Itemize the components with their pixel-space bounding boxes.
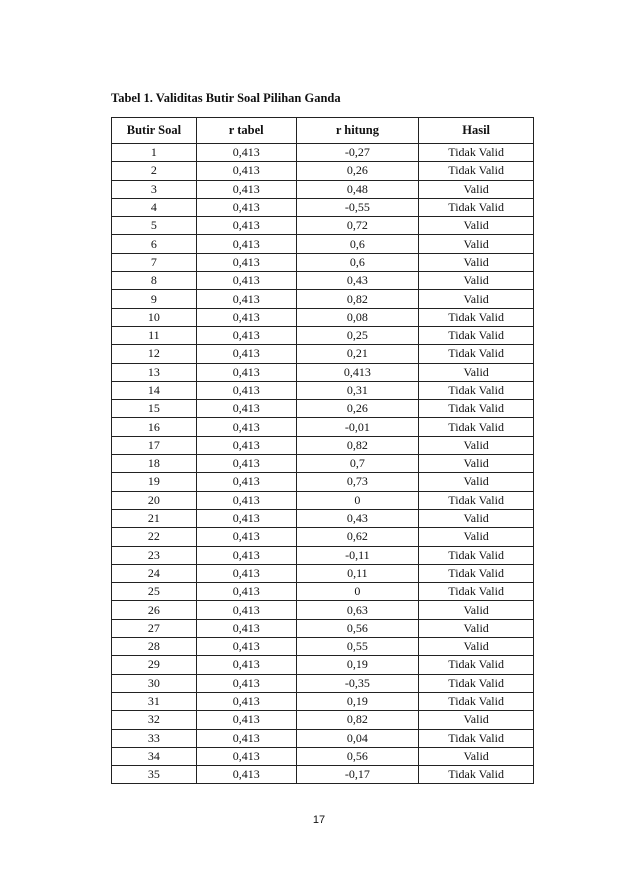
cell-r-hitung: 0,26 <box>296 400 419 418</box>
cell-hasil: Valid <box>419 290 534 308</box>
cell-r-hitung: 0,19 <box>296 656 419 674</box>
cell-r-hitung: 0,21 <box>296 345 419 363</box>
cell-r-tabel: 0,413 <box>196 564 296 582</box>
cell-butir-soal: 15 <box>112 400 197 418</box>
cell-butir-soal: 1 <box>112 144 197 162</box>
table-row <box>112 674 534 692</box>
table-row <box>112 656 534 674</box>
cell-r-hitung: 0,26 <box>296 162 419 180</box>
cell-butir-soal: 7 <box>112 253 197 271</box>
cell-r-tabel: 0,413 <box>196 381 296 399</box>
cell-butir-soal: 17 <box>112 436 197 454</box>
cell-hasil: Tidak Valid <box>419 198 534 216</box>
cell-r-hitung: -0,35 <box>296 674 419 692</box>
cell-r-hitung: -0,55 <box>296 198 419 216</box>
cell-hasil: Valid <box>419 436 534 454</box>
table-row <box>112 491 534 509</box>
cell-r-tabel: 0,413 <box>196 491 296 509</box>
cell-r-hitung: 0,31 <box>296 381 419 399</box>
cell-butir-soal: 8 <box>112 272 197 290</box>
cell-butir-soal: 16 <box>112 418 197 436</box>
cell-hasil: Tidak Valid <box>419 400 534 418</box>
cell-butir-soal: 4 <box>112 198 197 216</box>
table-header-row <box>112 118 534 144</box>
table-row <box>112 455 534 473</box>
cell-r-hitung: 0 <box>296 491 419 509</box>
cell-hasil: Tidak Valid <box>419 583 534 601</box>
cell-r-tabel: 0,413 <box>196 638 296 656</box>
cell-r-hitung: -0,27 <box>296 144 419 162</box>
cell-r-hitung: 0,6 <box>296 253 419 271</box>
cell-r-tabel: 0,413 <box>196 674 296 692</box>
table-row <box>112 345 534 363</box>
cell-butir-soal: 11 <box>112 326 197 344</box>
cell-butir-soal: 29 <box>112 656 197 674</box>
cell-r-hitung: 0,82 <box>296 290 419 308</box>
cell-r-hitung: 0,63 <box>296 601 419 619</box>
cell-r-hitung: 0,73 <box>296 473 419 491</box>
table-row <box>112 180 534 198</box>
cell-r-hitung: 0,62 <box>296 528 419 546</box>
cell-butir-soal: 22 <box>112 528 197 546</box>
cell-r-tabel: 0,413 <box>196 436 296 454</box>
cell-butir-soal: 33 <box>112 729 197 747</box>
cell-butir-soal: 24 <box>112 564 197 582</box>
cell-r-tabel: 0,413 <box>196 473 296 491</box>
cell-hasil: Valid <box>419 638 534 656</box>
cell-r-tabel: 0,413 <box>196 253 296 271</box>
cell-hasil: Valid <box>419 253 534 271</box>
cell-r-tabel: 0,413 <box>196 692 296 710</box>
cell-hasil: Tidak Valid <box>419 308 534 326</box>
cell-hasil: Valid <box>419 711 534 729</box>
cell-r-tabel: 0,413 <box>196 711 296 729</box>
cell-hasil: Tidak Valid <box>419 144 534 162</box>
cell-r-tabel: 0,413 <box>196 455 296 473</box>
cell-r-tabel: 0,413 <box>196 601 296 619</box>
cell-hasil: Tidak Valid <box>419 418 534 436</box>
cell-r-tabel: 0,413 <box>196 308 296 326</box>
cell-r-hitung: 0,48 <box>296 180 419 198</box>
cell-r-hitung: 0,55 <box>296 638 419 656</box>
table-row <box>112 546 534 564</box>
cell-butir-soal: 2 <box>112 162 197 180</box>
cell-r-tabel: 0,413 <box>196 144 296 162</box>
table-row <box>112 144 534 162</box>
cell-hasil: Valid <box>419 272 534 290</box>
cell-hasil: Valid <box>419 509 534 527</box>
cell-r-tabel: 0,413 <box>196 180 296 198</box>
cell-hasil: Tidak Valid <box>419 491 534 509</box>
cell-hasil: Tidak Valid <box>419 546 534 564</box>
cell-hasil: Tidak Valid <box>419 381 534 399</box>
cell-r-hitung: 0,56 <box>296 619 419 637</box>
cell-r-tabel: 0,413 <box>196 747 296 765</box>
cell-r-tabel: 0,413 <box>196 766 296 784</box>
table-row <box>112 564 534 582</box>
cell-r-hitung: 0,25 <box>296 326 419 344</box>
table-row <box>112 217 534 235</box>
cell-hasil: Tidak Valid <box>419 326 534 344</box>
table-caption: Tabel 1. Validitas Butir Soal Pilihan Ganda <box>111 91 341 105</box>
cell-butir-soal: 35 <box>112 766 197 784</box>
cell-r-tabel: 0,413 <box>196 619 296 637</box>
cell-butir-soal: 21 <box>112 509 197 527</box>
cell-r-tabel: 0,413 <box>196 326 296 344</box>
table-row <box>112 235 534 253</box>
cell-hasil: Valid <box>419 601 534 619</box>
validity-table <box>111 117 534 784</box>
cell-hasil: Valid <box>419 528 534 546</box>
table-row <box>112 290 534 308</box>
table-row <box>112 601 534 619</box>
table-row <box>112 509 534 527</box>
table-row <box>112 418 534 436</box>
table-row <box>112 381 534 399</box>
table-row <box>112 253 534 271</box>
table-body <box>112 144 534 784</box>
cell-hasil: Valid <box>419 235 534 253</box>
cell-r-tabel: 0,413 <box>196 509 296 527</box>
cell-butir-soal: 26 <box>112 601 197 619</box>
cell-r-hitung: 0,6 <box>296 235 419 253</box>
cell-r-hitung: -0,01 <box>296 418 419 436</box>
table-row <box>112 326 534 344</box>
cell-r-tabel: 0,413 <box>196 729 296 747</box>
cell-r-hitung: -0,17 <box>296 766 419 784</box>
cell-r-hitung: -0,11 <box>296 546 419 564</box>
cell-butir-soal: 28 <box>112 638 197 656</box>
cell-butir-soal: 3 <box>112 180 197 198</box>
cell-r-tabel: 0,413 <box>196 272 296 290</box>
table-row <box>112 400 534 418</box>
cell-butir-soal: 12 <box>112 345 197 363</box>
cell-hasil: Tidak Valid <box>419 729 534 747</box>
cell-butir-soal: 34 <box>112 747 197 765</box>
cell-r-hitung: 0 <box>296 583 419 601</box>
cell-hasil: Tidak Valid <box>419 766 534 784</box>
header-hasil: Hasil <box>419 118 534 144</box>
table-row <box>112 363 534 381</box>
cell-hasil: Valid <box>419 180 534 198</box>
table-row <box>112 308 534 326</box>
cell-r-hitung: 0,19 <box>296 692 419 710</box>
cell-butir-soal: 6 <box>112 235 197 253</box>
table-row <box>112 729 534 747</box>
table-row <box>112 583 534 601</box>
cell-r-tabel: 0,413 <box>196 546 296 564</box>
cell-r-tabel: 0,413 <box>196 235 296 253</box>
cell-butir-soal: 20 <box>112 491 197 509</box>
cell-butir-soal: 31 <box>112 692 197 710</box>
cell-butir-soal: 25 <box>112 583 197 601</box>
table-row <box>112 638 534 656</box>
cell-hasil: Valid <box>419 217 534 235</box>
cell-hasil: Tidak Valid <box>419 656 534 674</box>
cell-butir-soal: 18 <box>112 455 197 473</box>
cell-r-tabel: 0,413 <box>196 528 296 546</box>
cell-r-hitung: 0,82 <box>296 436 419 454</box>
table-row <box>112 766 534 784</box>
cell-r-tabel: 0,413 <box>196 345 296 363</box>
cell-butir-soal: 23 <box>112 546 197 564</box>
cell-hasil: Valid <box>419 747 534 765</box>
cell-r-tabel: 0,413 <box>196 418 296 436</box>
table-row <box>112 473 534 491</box>
cell-hasil: Tidak Valid <box>419 692 534 710</box>
cell-butir-soal: 30 <box>112 674 197 692</box>
cell-r-tabel: 0,413 <box>196 290 296 308</box>
cell-r-tabel: 0,413 <box>196 656 296 674</box>
table-row <box>112 711 534 729</box>
cell-r-hitung: 0,413 <box>296 363 419 381</box>
cell-r-tabel: 0,413 <box>196 363 296 381</box>
cell-r-hitung: 0,11 <box>296 564 419 582</box>
cell-r-hitung: 0,43 <box>296 509 419 527</box>
cell-butir-soal: 10 <box>112 308 197 326</box>
cell-r-hitung: 0,82 <box>296 711 419 729</box>
header-r-tabel: r tabel <box>196 118 296 144</box>
cell-r-tabel: 0,413 <box>196 198 296 216</box>
table-row <box>112 747 534 765</box>
cell-butir-soal: 13 <box>112 363 197 381</box>
cell-hasil: Tidak Valid <box>419 162 534 180</box>
cell-butir-soal: 9 <box>112 290 197 308</box>
cell-r-hitung: 0,43 <box>296 272 419 290</box>
cell-r-tabel: 0,413 <box>196 162 296 180</box>
cell-r-hitung: 0,04 <box>296 729 419 747</box>
table-row <box>112 436 534 454</box>
cell-hasil: Valid <box>419 455 534 473</box>
cell-r-hitung: 0,7 <box>296 455 419 473</box>
cell-hasil: Tidak Valid <box>419 345 534 363</box>
cell-r-tabel: 0,413 <box>196 583 296 601</box>
cell-butir-soal: 27 <box>112 619 197 637</box>
table-row <box>112 272 534 290</box>
table-row <box>112 528 534 546</box>
table-row <box>112 692 534 710</box>
cell-hasil: Tidak Valid <box>419 674 534 692</box>
header-r-hitung: r hitung <box>296 118 419 144</box>
page-number: 17 <box>312 814 326 826</box>
cell-butir-soal: 5 <box>112 217 197 235</box>
cell-butir-soal: 32 <box>112 711 197 729</box>
cell-butir-soal: 19 <box>112 473 197 491</box>
cell-r-hitung: 0,08 <box>296 308 419 326</box>
cell-hasil: Valid <box>419 363 534 381</box>
cell-hasil: Tidak Valid <box>419 564 534 582</box>
header-butir-soal: Butir Soal <box>112 118 197 144</box>
table-row <box>112 162 534 180</box>
cell-r-hitung: 0,56 <box>296 747 419 765</box>
cell-hasil: Valid <box>419 473 534 491</box>
table-row <box>112 198 534 216</box>
cell-r-hitung: 0,72 <box>296 217 419 235</box>
cell-r-tabel: 0,413 <box>196 400 296 418</box>
cell-r-tabel: 0,413 <box>196 217 296 235</box>
cell-butir-soal: 14 <box>112 381 197 399</box>
table-row <box>112 619 534 637</box>
cell-hasil: Valid <box>419 619 534 637</box>
